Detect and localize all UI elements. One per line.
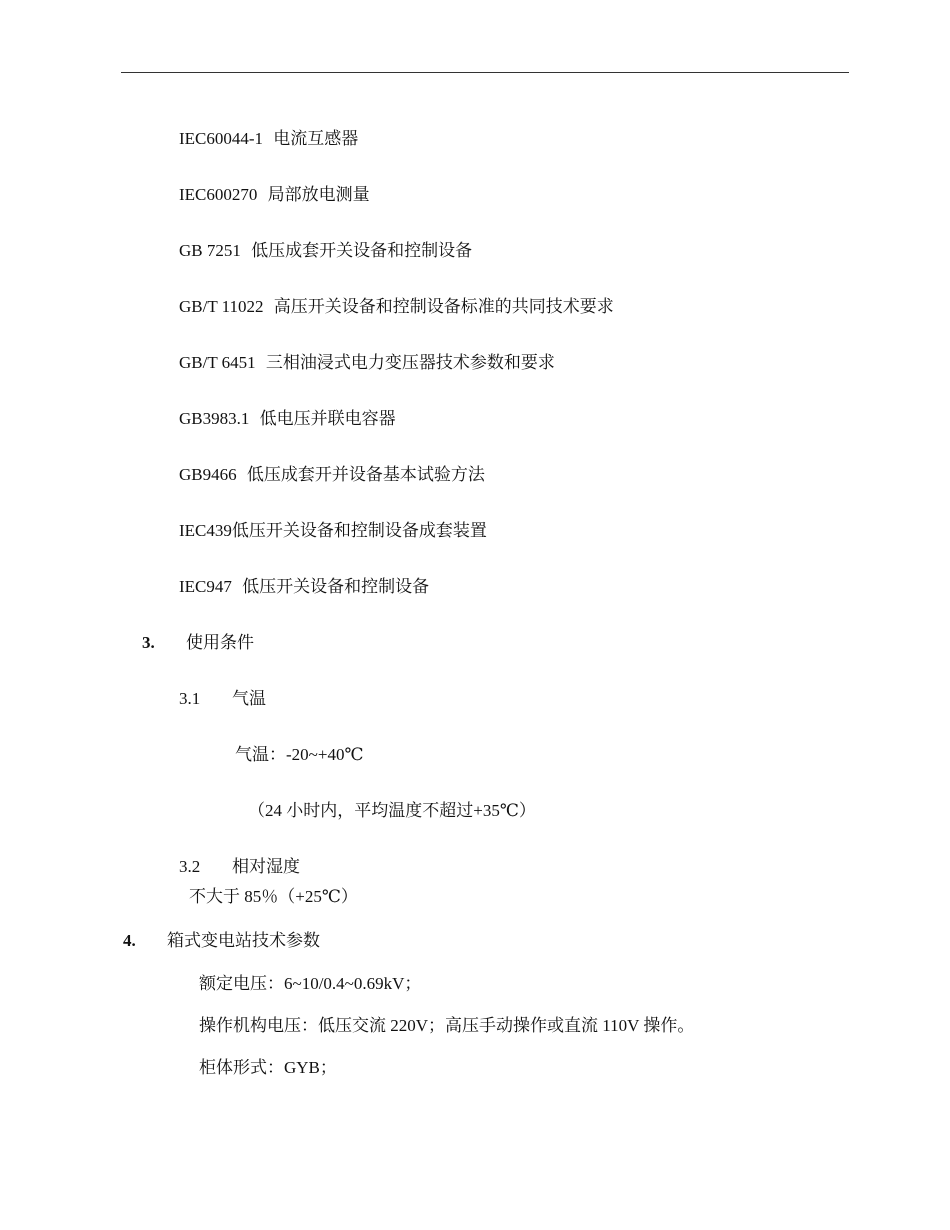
standard-code: GB/T 11022 <box>179 297 264 316</box>
standard-item <box>179 576 429 598</box>
subsection-number: 3.1 <box>179 689 201 708</box>
header-rule <box>121 72 849 73</box>
subsection-title: 气温 <box>232 689 266 708</box>
subsection-title: 相对湿度 <box>232 857 300 876</box>
standard-code: IEC439 <box>179 521 232 540</box>
rated-voltage: 额定电压：6~10/0.4~0.69kV； <box>199 974 422 993</box>
subsection-3-1-heading <box>179 688 266 710</box>
section-number: 3. <box>142 633 155 652</box>
standard-item <box>179 408 396 430</box>
standard-title: 电流互感器 <box>273 129 359 148</box>
section-number: 4. <box>123 931 136 950</box>
standard-code: GB 7251 <box>179 241 246 260</box>
standard-item <box>179 352 555 374</box>
subsection-3-2-heading <box>179 856 300 878</box>
temperature-average-note: （24 小时内，平均温度不超过+35℃） <box>248 801 536 820</box>
standard-title: 局部放电测量 <box>267 185 370 204</box>
standard-code: IEC947 <box>179 577 232 596</box>
standard-title: 低压开关设备和控制设备 <box>242 577 430 596</box>
cabinet-type: 柜体形式：GYB； <box>199 1058 337 1077</box>
standard-title: 低压成套开并设备基本试验方法 <box>246 465 485 484</box>
section-3-heading <box>142 632 254 654</box>
standard-code: IEC600270 <box>179 185 262 204</box>
standard-title: 低电压并联电容器 <box>259 409 396 428</box>
humidity-value: 不大于 85％（+25℃） <box>189 887 358 906</box>
standard-item <box>179 128 358 150</box>
subsection-number: 3.2 <box>179 857 201 876</box>
standard-title: 高压开关设备和控制设备标准的共同技术要求 <box>273 297 614 316</box>
standard-item <box>179 240 472 262</box>
standard-code: GB3983.1 <box>179 409 254 428</box>
section-title: 使用条件 <box>186 633 254 652</box>
standard-title: 低压成套开关设备和控制设备 <box>251 241 473 260</box>
standard-code: IEC60044-1 <box>179 129 264 148</box>
section-title: 箱式变电站技术参数 <box>167 931 320 950</box>
operating-mechanism-voltage: 操作机构电压：低压交流 220V；高压手动操作或直流 110V 操作。 <box>199 1016 695 1035</box>
standard-code: GB9466 <box>179 465 241 484</box>
standard-item <box>179 520 487 542</box>
standard-title: 低压开关设备和控制设备成套装置 <box>231 521 487 540</box>
standard-code: GB/T 6451 <box>179 353 260 372</box>
standard-item <box>179 296 614 318</box>
standard-item <box>179 464 485 486</box>
standard-item <box>179 184 370 206</box>
temperature-range: 气温：-20~+40℃ <box>235 745 364 764</box>
standard-title: 三相油浸式电力变压器技术参数和要求 <box>265 353 555 372</box>
section-4-heading <box>123 930 320 952</box>
